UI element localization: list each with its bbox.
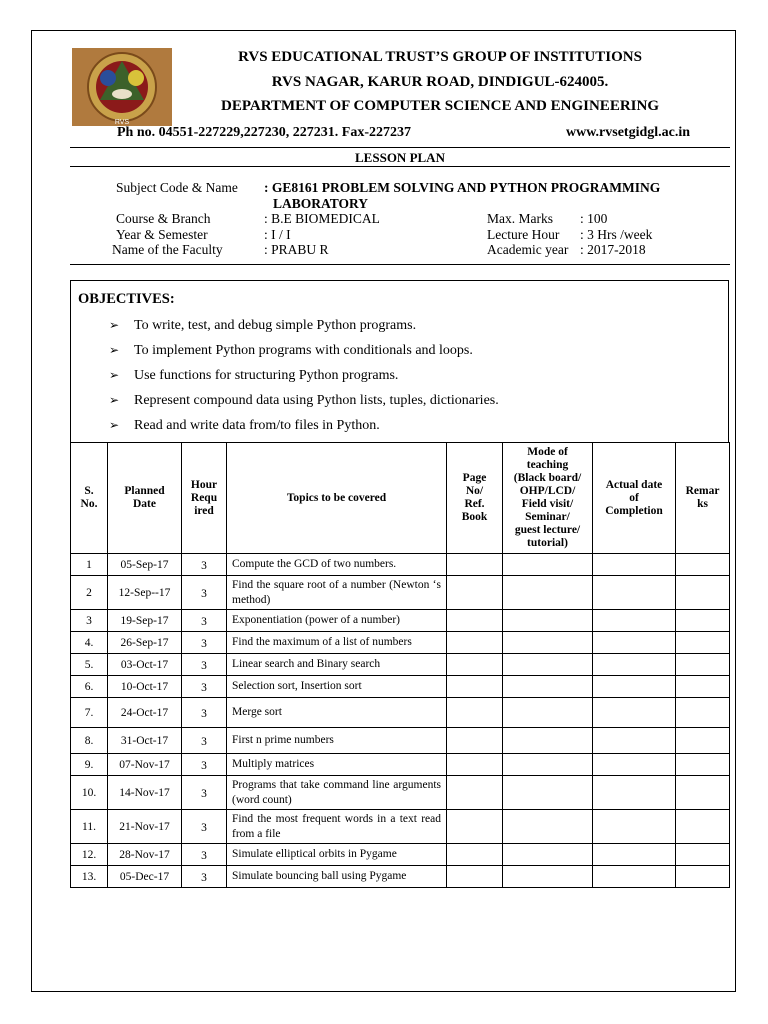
year-value: : I / I — [264, 227, 291, 242]
list-item: ➢ To implement Python programs with conditionals and loops. — [109, 343, 473, 358]
row-actual-date — [593, 776, 676, 810]
row-topic: Find the maximum of a list of numbers — [227, 632, 447, 654]
faculty-value: : PRABU R — [264, 242, 329, 257]
row-actual-date — [593, 866, 676, 888]
row-page-ref — [447, 576, 503, 610]
row-hours: 3 — [182, 754, 227, 776]
arrow-bullet-icon: ➢ — [109, 393, 120, 407]
table-row — [71, 728, 730, 754]
row-hours: 3 — [182, 654, 227, 676]
row-planned-date: 07-Nov-17 — [108, 754, 182, 776]
objectives-list — [109, 316, 499, 441]
row-sno: 13. — [71, 866, 108, 888]
arrow-bullet-icon: ➢ — [109, 343, 120, 357]
row-remarks — [676, 810, 730, 844]
row-sno: 7. — [71, 698, 108, 728]
row-sno: 12. — [71, 844, 108, 866]
header-hours-required: Hour Requ ired — [182, 443, 227, 554]
table-row — [71, 632, 730, 654]
row-mode — [503, 698, 593, 728]
table-row — [71, 754, 730, 776]
row-remarks — [676, 610, 730, 632]
table-row — [71, 576, 730, 610]
row-topic: Linear search and Binary search — [227, 654, 447, 676]
marks-value: : 100 — [580, 211, 608, 226]
course-value: : B.E BIOMEDICAL — [264, 211, 380, 226]
objectives-title: OBJECTIVES: — [78, 291, 175, 307]
table-row — [71, 844, 730, 866]
header-mode-of-teaching: Mode of teaching (Black board/ OHP/LCD/ Field visit/ Seminar/ guest lecture/ tutorial) — [503, 443, 593, 554]
row-mode — [503, 654, 593, 676]
row-planned-date: 21-Nov-17 — [108, 810, 182, 844]
row-planned-date: 26-Sep-17 — [108, 632, 182, 654]
row-topic: Merge sort — [227, 698, 447, 728]
row-topic: Exponentiation (power of a number) — [227, 610, 447, 632]
faculty-label: Name of the Faculty — [112, 242, 223, 257]
divider — [70, 166, 730, 167]
row-planned-date: 12-Sep--17 — [108, 576, 182, 610]
row-page-ref — [447, 844, 503, 866]
row-sno: 10. — [71, 776, 108, 810]
row-hours: 3 — [182, 576, 227, 610]
row-sno: 6. — [71, 676, 108, 698]
row-mode — [503, 754, 593, 776]
table-row — [71, 810, 730, 844]
row-hours: 3 — [182, 632, 227, 654]
institution-name: RVS EDUCATIONAL TRUST’S GROUP OF INSTITUTIONS — [238, 49, 642, 65]
subject-label: Subject Code & Name — [116, 180, 238, 195]
row-topic: Find the square root of a number (Newton ‘s method) — [227, 576, 447, 610]
header-sno: S. No. — [71, 443, 108, 554]
row-topic: Selection sort, Insertion sort — [227, 676, 447, 698]
objectives-section — [70, 280, 729, 443]
row-hours: 3 — [182, 698, 227, 728]
row-actual-date — [593, 810, 676, 844]
row-page-ref — [447, 610, 503, 632]
header-actual-date: Actual date of Completion — [593, 443, 676, 554]
row-planned-date: 28-Nov-17 — [108, 844, 182, 866]
lecture-hour-label: Lecture Hour — [487, 227, 560, 242]
row-page-ref — [447, 632, 503, 654]
row-topic: Simulate elliptical orbits in Pygame — [227, 844, 447, 866]
list-item: ➢ To write, test, and debug simple Python programs. — [109, 318, 417, 333]
svg-text:RVS: RVS — [114, 119, 130, 126]
row-remarks — [676, 776, 730, 810]
row-mode — [503, 844, 593, 866]
arrow-bullet-icon: ➢ — [109, 368, 120, 382]
row-sno: 5. — [71, 654, 108, 676]
row-page-ref — [447, 776, 503, 810]
row-mode — [503, 810, 593, 844]
row-planned-date: 24-Oct-17 — [108, 698, 182, 728]
academic-year-value: : 2017-2018 — [580, 242, 646, 257]
row-sno: 3 — [71, 610, 108, 632]
page-title: LESSON PLAN — [355, 150, 445, 165]
subject-value-cont: LABORATORY — [273, 196, 369, 211]
row-planned-date: 14-Nov-17 — [108, 776, 182, 810]
header-remarks: Remar ks — [676, 443, 730, 554]
row-planned-date: 03-Oct-17 — [108, 654, 182, 676]
table-row — [71, 654, 730, 676]
divider — [70, 147, 730, 148]
list-item: ➢ Use functions for structuring Python programs. — [109, 368, 399, 383]
row-mode — [503, 554, 593, 576]
row-hours: 3 — [182, 866, 227, 888]
row-mode — [503, 632, 593, 654]
row-mode — [503, 610, 593, 632]
row-hours: 3 — [182, 676, 227, 698]
marks-label: Max. Marks — [487, 211, 553, 226]
row-sno: 9. — [71, 754, 108, 776]
row-topic: First n prime numbers — [227, 728, 447, 754]
row-remarks — [676, 728, 730, 754]
table-header-row — [71, 443, 730, 554]
row-page-ref — [447, 728, 503, 754]
row-mode — [503, 776, 593, 810]
row-mode — [503, 866, 593, 888]
row-actual-date — [593, 576, 676, 610]
row-actual-date — [593, 610, 676, 632]
row-page-ref — [447, 810, 503, 844]
row-sno: 4. — [71, 632, 108, 654]
subject-value: : GE8161 PROBLEM SOLVING AND PYTHON PROGRAMMING — [264, 180, 661, 195]
arrow-bullet-icon: ➢ — [109, 318, 120, 332]
table-row — [71, 776, 730, 810]
row-actual-date — [593, 676, 676, 698]
website: www.rvsetgidgl.ac.in — [566, 125, 691, 140]
row-topic: Multiply matrices — [227, 754, 447, 776]
contact-phone: Ph no. 04551-227229,227230, 227231. Fax-227237 — [117, 125, 411, 140]
row-remarks — [676, 654, 730, 676]
header-topics: Topics to be covered — [227, 443, 447, 554]
row-hours: 3 — [182, 554, 227, 576]
row-topic: Simulate bouncing ball using Pygame — [227, 866, 447, 888]
row-mode — [503, 676, 593, 698]
row-planned-date: 05-Dec-17 — [108, 866, 182, 888]
list-item: ➢ Read and write data from/to files in Python. — [109, 418, 380, 433]
row-mode — [503, 728, 593, 754]
header-page-ref: Page No/ Ref. Book — [447, 443, 503, 554]
row-hours: 3 — [182, 728, 227, 754]
row-topic: Find the most frequent words in a text read from a file — [227, 810, 447, 844]
row-remarks — [676, 866, 730, 888]
row-actual-date — [593, 698, 676, 728]
row-mode — [503, 576, 593, 610]
row-actual-date — [593, 632, 676, 654]
department-name: DEPARTMENT OF COMPUTER SCIENCE AND ENGINEERING — [221, 98, 659, 114]
row-page-ref — [447, 654, 503, 676]
arrow-bullet-icon: ➢ — [109, 418, 120, 432]
row-remarks — [676, 576, 730, 610]
row-planned-date: 31-Oct-17 — [108, 728, 182, 754]
row-planned-date: 05-Sep-17 — [108, 554, 182, 576]
lesson-plan-table — [70, 442, 730, 888]
row-actual-date — [593, 754, 676, 776]
row-actual-date — [593, 844, 676, 866]
row-planned-date: 10-Oct-17 — [108, 676, 182, 698]
divider — [70, 264, 730, 265]
course-label: Course & Branch — [116, 211, 211, 226]
row-page-ref — [447, 676, 503, 698]
institution-address: RVS NAGAR, KARUR ROAD, DINDIGUL-624005. — [271, 74, 609, 90]
row-sno: 11. — [71, 810, 108, 844]
row-page-ref — [447, 698, 503, 728]
row-remarks — [676, 844, 730, 866]
table-row — [71, 866, 730, 888]
lecture-hour-value: : 3 Hrs /week — [580, 227, 653, 242]
list-item: ➢ Represent compound data using Python lists, tuples, dictionaries. — [109, 393, 499, 408]
row-planned-date: 19-Sep-17 — [108, 610, 182, 632]
row-page-ref — [447, 754, 503, 776]
year-label: Year & Semester — [116, 227, 208, 242]
row-sno: 2 — [71, 576, 108, 610]
row-actual-date — [593, 554, 676, 576]
table-row — [71, 554, 730, 576]
row-page-ref — [447, 866, 503, 888]
row-hours: 3 — [182, 610, 227, 632]
row-hours: 3 — [182, 776, 227, 810]
row-topic: Programs that take command line arguments (word count) — [227, 776, 447, 810]
table-row — [71, 698, 730, 728]
row-sno: 1 — [71, 554, 108, 576]
row-remarks — [676, 698, 730, 728]
table-row — [71, 610, 730, 632]
row-actual-date — [593, 728, 676, 754]
table-row — [71, 676, 730, 698]
row-hours: 3 — [182, 810, 227, 844]
institution-logo — [72, 48, 172, 126]
row-hours: 3 — [182, 844, 227, 866]
row-sno: 8. — [71, 728, 108, 754]
row-actual-date — [593, 654, 676, 676]
header-planned-date: Planned Date — [108, 443, 182, 554]
row-topic: Compute the GCD of two numbers. — [227, 554, 447, 576]
row-remarks — [676, 554, 730, 576]
row-page-ref — [447, 554, 503, 576]
row-remarks — [676, 632, 730, 654]
row-remarks — [676, 676, 730, 698]
row-remarks — [676, 754, 730, 776]
academic-year-label: Academic year — [487, 242, 569, 257]
